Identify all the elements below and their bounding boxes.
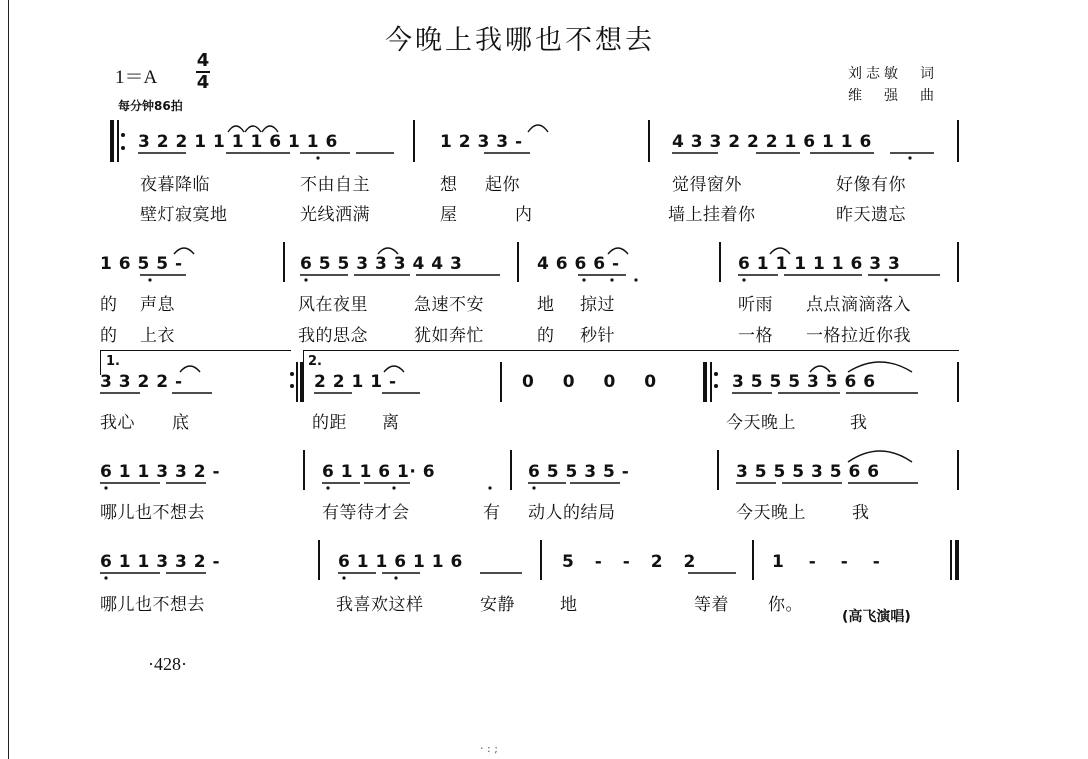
lyric: 我喜欢这样 — [336, 595, 424, 615]
lyric: 你。 — [768, 595, 803, 615]
measure-notes: 3 3 2 2 - — [100, 372, 183, 392]
slur — [810, 366, 830, 372]
measure-notes: 3 2 2 1 1 1 1 6 1 1 6 — [138, 132, 338, 152]
lyric: 的 — [537, 326, 555, 346]
slur — [228, 126, 244, 132]
lyric: 等着 — [694, 595, 729, 615]
lyric: 离 — [382, 413, 400, 433]
lyric: 地 — [560, 595, 578, 615]
measure-notes: 0 0 0 0 — [522, 372, 657, 392]
lyric: 夜暮降临 — [140, 175, 210, 195]
lyric: 好像有你 — [836, 175, 906, 195]
measure-notes: 6 1 1 1 1 1 6 3 3 — [738, 254, 901, 274]
measure-notes: 1 2 3 3 - — [440, 132, 523, 152]
lyric: 底 — [172, 413, 190, 433]
composer-credit: 维 强 曲 — [848, 88, 938, 104]
lyric: 哪儿也不想去 — [100, 503, 205, 523]
lyric: 今天晚上 — [726, 413, 796, 433]
slur — [378, 248, 398, 254]
slur — [180, 366, 200, 372]
lyric: 我心 — [100, 413, 135, 433]
lyric: 内 — [515, 205, 533, 225]
first-ending-number: 1. — [106, 354, 120, 369]
lyric: 点点滴滴落入 — [806, 295, 911, 315]
slur — [608, 248, 628, 254]
lyric: 觉得窗外 — [672, 175, 742, 195]
time-signature-top: 4 — [196, 50, 210, 71]
lyric: 安静 — [480, 595, 515, 615]
lyric: 我 — [850, 413, 868, 433]
measure-notes: 3 5 5 5 3 5 6 6 — [736, 462, 880, 482]
lyric: 动人的结局 — [528, 503, 616, 523]
footer-marks: · : ; — [480, 742, 498, 755]
slur — [848, 362, 912, 372]
measure-notes: 5 - - 2 2 — [562, 552, 696, 572]
lyric: 墙上挂着你 — [668, 205, 756, 225]
lyric: 不由自主 — [300, 175, 370, 195]
second-ending-number: 2. — [308, 354, 322, 369]
measure-notes: 2 2 1 1 - — [314, 372, 397, 392]
lyric: 上衣 — [140, 326, 175, 346]
measure-notes: 1 - - - — [772, 552, 881, 572]
measure-notes: 3 5 5 5 3 5 6 6 — [732, 372, 876, 392]
lyric: 秒针 — [580, 326, 615, 346]
lyric: 一格拉近你我 — [806, 326, 911, 346]
lyric: 我 — [852, 503, 870, 523]
lyric: 光线洒满 — [300, 205, 370, 225]
slur — [528, 125, 548, 132]
song-title: 今晚上我哪也不想去 — [385, 25, 655, 56]
measure-notes: 6 5 5 3 5 - — [528, 462, 630, 482]
lyric: 犹如奔忙 — [414, 326, 484, 346]
lyric: 想 — [440, 175, 458, 195]
lyric: 有等待才会 — [322, 503, 410, 523]
measure-notes: 6 5 5 3 3 3 4 4 3 — [300, 254, 463, 274]
tempo-marking: 每分钟86拍 — [118, 99, 183, 113]
slur — [848, 451, 912, 462]
key-signature: 1＝A — [115, 67, 158, 88]
lyric: 我的思念 — [298, 326, 368, 346]
slur — [174, 248, 194, 254]
lyric: 的 — [100, 326, 118, 346]
lyric: 起你 — [485, 175, 520, 195]
lyric: 屋 — [440, 205, 458, 225]
lyric: 声息 — [140, 295, 175, 315]
slur — [770, 248, 790, 254]
lyric: 掠过 — [580, 295, 615, 315]
measure-notes: 1 6 5 5 - — [100, 254, 183, 274]
lyric: 急速不安 — [414, 295, 484, 315]
slur — [245, 126, 261, 132]
lyric: 的 — [100, 295, 118, 315]
lyric: 一格 — [738, 326, 773, 346]
measure-notes: 6 1 1 6 1 1 6 — [338, 552, 463, 572]
lyric: 听雨 — [738, 295, 773, 315]
lyric: 今天晚上 — [736, 503, 806, 523]
measure-notes: 6 1 1 6 1· 6 — [322, 462, 436, 482]
lyricist-credit: 刘志敏 词 — [848, 66, 938, 82]
page-number: ·428· — [148, 654, 187, 674]
singer-credit: (高飞演唱) — [842, 609, 911, 625]
measure-notes: 4 6 6 6 - — [537, 254, 620, 274]
lyric: 哪儿也不想去 — [100, 595, 205, 615]
lyric: 风在夜里 — [298, 295, 368, 315]
lyric: 地 — [537, 295, 555, 315]
measure-notes: 6 1 1 3 3 2 - — [100, 552, 221, 572]
measure-notes: 4 3 3 2 2 2 1 6 1 1 6 — [672, 132, 872, 152]
slur — [384, 366, 404, 372]
time-signature-bottom: 4 — [196, 72, 210, 93]
lyric: 有 — [483, 503, 501, 523]
lyric: 昨天遗忘 — [836, 205, 906, 225]
slur — [262, 126, 278, 132]
lyric: 壁灯寂寞地 — [140, 205, 228, 225]
measure-notes: 6 1 1 3 3 2 - — [100, 462, 221, 482]
lyric: 的距 — [312, 413, 347, 433]
